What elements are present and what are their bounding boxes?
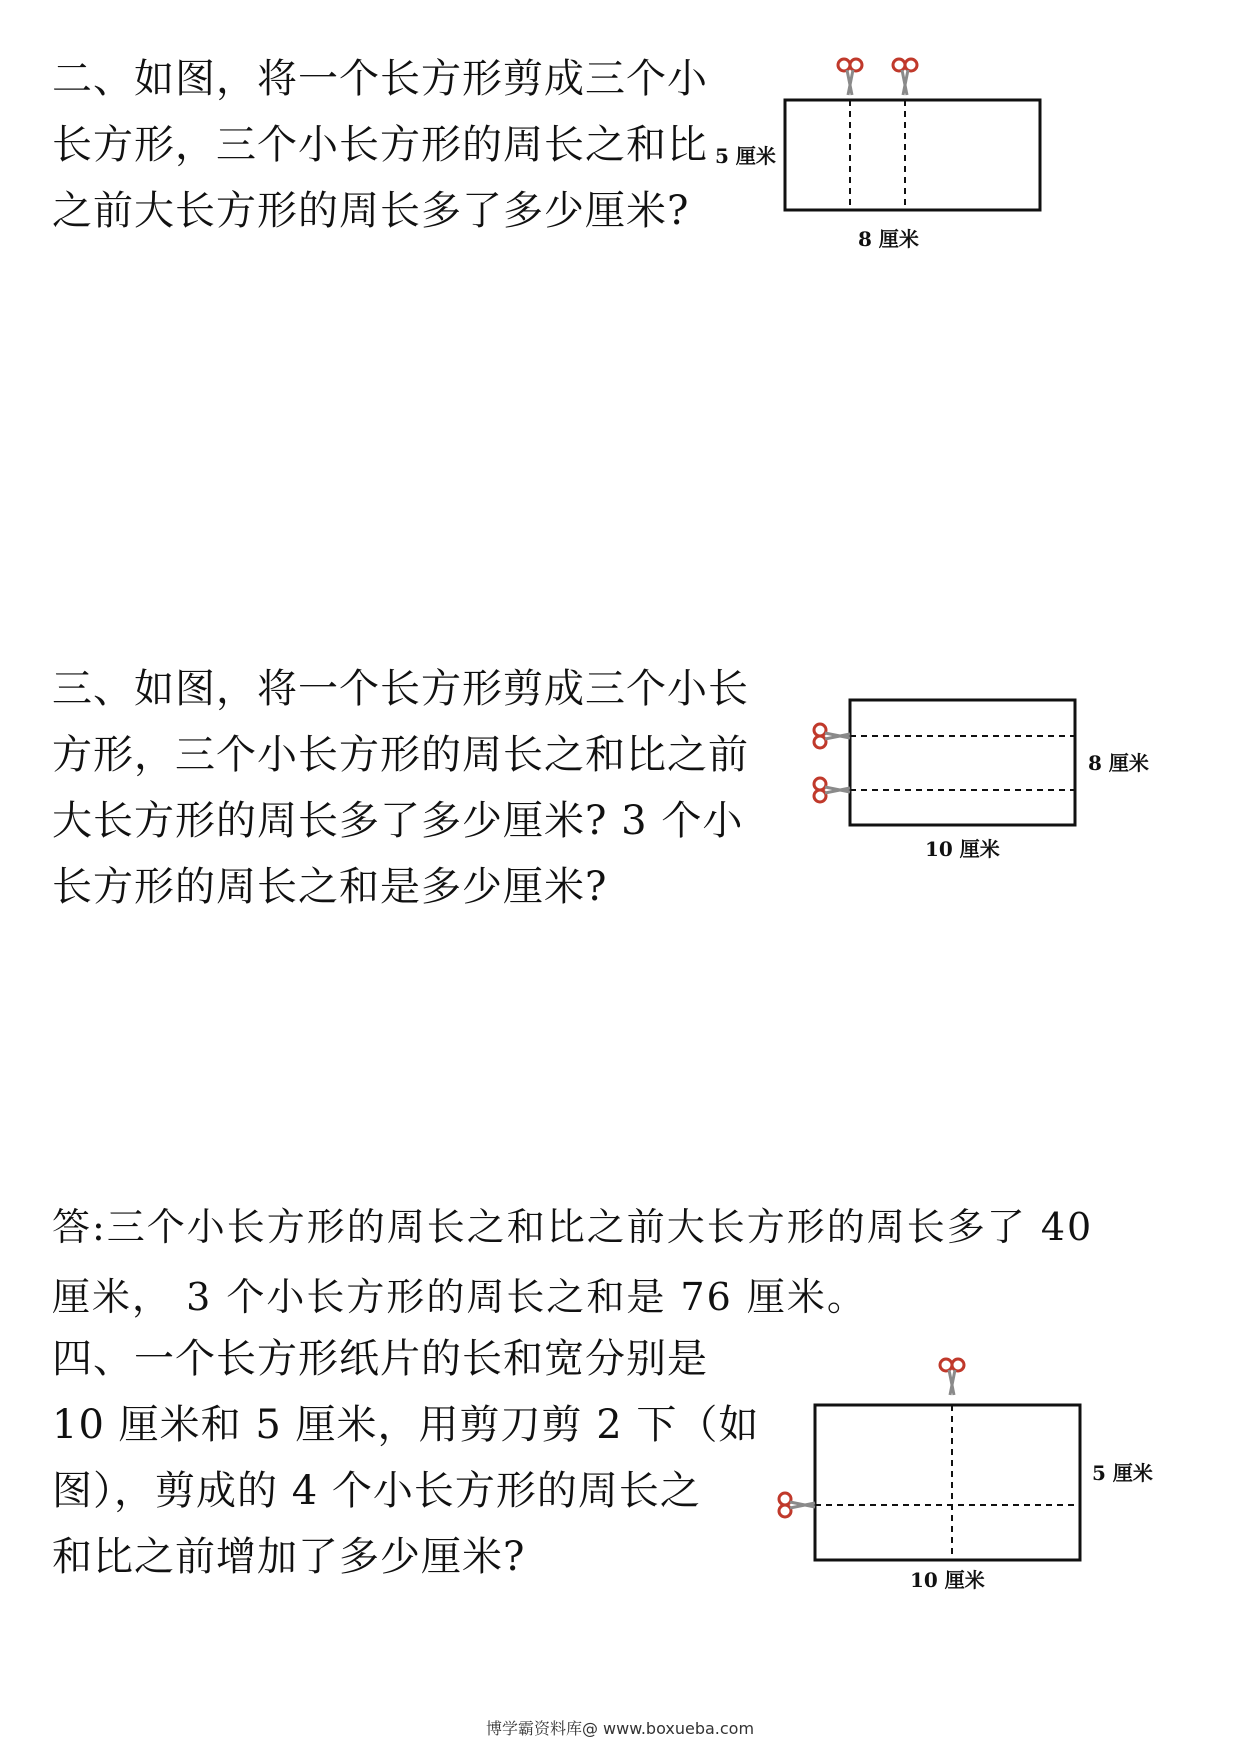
height-label: 5 厘米 [1092, 1461, 1153, 1485]
scissors-icon [779, 1493, 815, 1517]
width-label: 8 厘米 [858, 227, 919, 251]
question-4-text [52, 1326, 760, 1590]
scissors-icon [940, 1359, 964, 1395]
answer-text [52, 1192, 1202, 1332]
question-3-line-1: 三、如图，将一个长方形剪成三个小长 [52, 666, 749, 712]
question-3-line-4: 长方形的周长之和是多少厘米? [52, 864, 608, 910]
question-3-line-2: 方形，三个小长方形的周长之和比之前 [52, 732, 749, 778]
question-4-line-4: 和比之前增加了多少厘米? [52, 1534, 526, 1580]
question-4-figure [780, 1350, 1180, 1610]
answer-line-1: 答:三个小长方形的周长之和比之前大长方形的周长多了 40 [52, 1205, 1094, 1249]
question-3-text [52, 656, 792, 920]
question-3-line-3: 大长方形的周长多了多少厘米? 3 个小 [52, 798, 744, 844]
question-2-line-2: 长方形，三个小长方形的周长之和比 [52, 122, 708, 168]
answer-line-2: 厘米， 3 个小长方形的周长之和是 76 厘米。 [52, 1275, 867, 1319]
height-label: 8 厘米 [1088, 751, 1149, 775]
question-3-figure [800, 680, 1180, 880]
scissors-icon [814, 724, 850, 748]
scissors-icon [893, 59, 917, 95]
height-label: 5 厘米 [715, 144, 776, 168]
question-2-line-1: 二、如图，将一个长方形剪成三个小 [52, 56, 708, 102]
scissors-icon [814, 778, 850, 802]
footer-watermark: 博学霸资料库@ www.boxueba.com [485, 1719, 755, 1738]
large-rectangle [815, 1405, 1080, 1560]
large-rectangle [850, 700, 1075, 825]
question-2-text [52, 46, 772, 244]
width-label: 10 厘米 [925, 837, 1000, 861]
question-2-figure [715, 50, 1180, 270]
width-label: 10 厘米 [910, 1568, 985, 1592]
question-4-line-2: 10 厘米和 5 厘米，用剪刀剪 2 下（如 [52, 1402, 760, 1448]
question-2-line-3: 之前大长方形的周长多了多少厘米? [52, 188, 690, 234]
large-rectangle [785, 100, 1040, 210]
scissors-icon [838, 59, 862, 95]
question-4-line-1: 四、一个长方形纸片的长和宽分别是 [52, 1336, 708, 1382]
question-4-line-3: 图），剪成的 4 个小长方形的周长之 [52, 1468, 701, 1514]
